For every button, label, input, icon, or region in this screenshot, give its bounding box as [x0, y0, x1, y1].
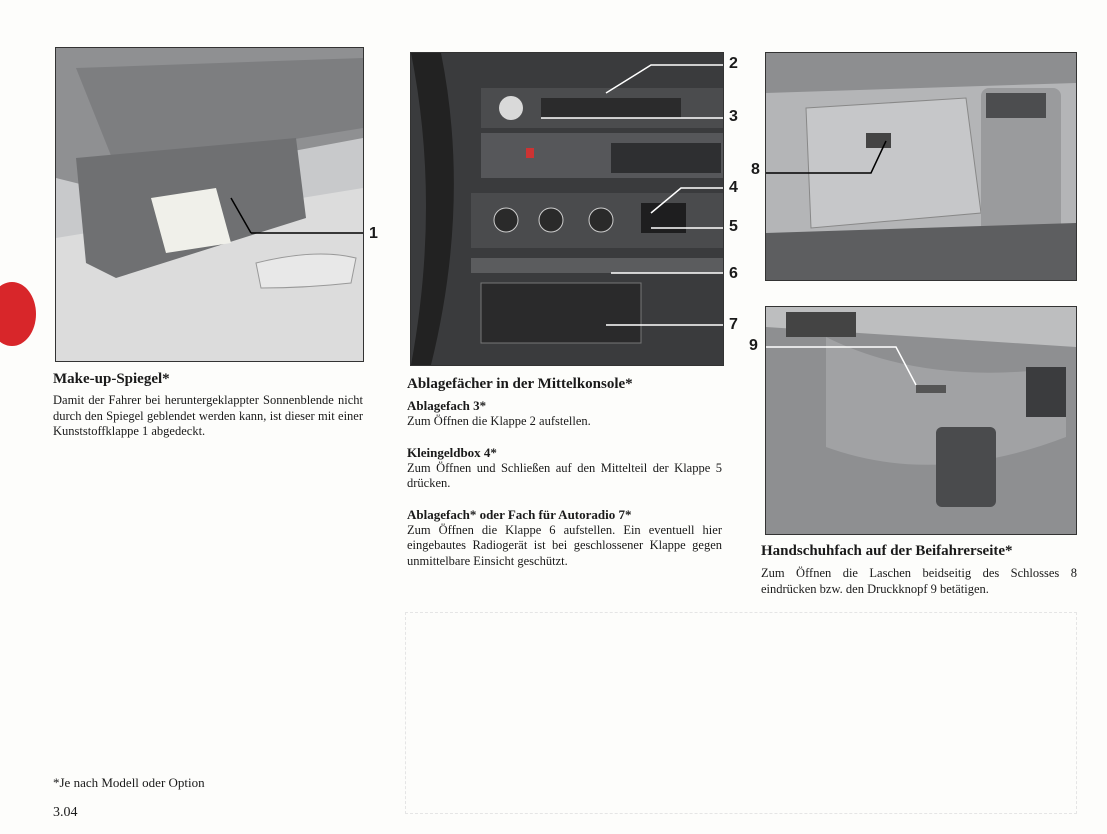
subsection-heading: Kleingeldbox 4* — [407, 444, 497, 460]
section-heading: Ablagefächer in der Mittelkonsole* — [407, 376, 633, 392]
show-through-area — [405, 612, 1077, 814]
callout-5: 5 — [729, 218, 738, 235]
sun-visor-photo — [55, 47, 364, 362]
footnote: *Je nach Modell oder Option — [53, 775, 205, 790]
make-up-mirror-section — [53, 370, 363, 440]
glove-box-button-photo — [765, 306, 1077, 535]
section-heading: Make-up-Spiegel* — [53, 371, 170, 387]
callout-9: 9 — [749, 337, 758, 354]
callout-7: 7 — [729, 316, 738, 333]
section-tab-marker — [0, 282, 36, 346]
callout-4: 4 — [729, 179, 738, 196]
section-body: Damit der Fahrer bei heruntergeklappter Sonnenblende nicht durch den Spiegel geblendet werden kann, ist dieser mit einer Kunststoffklappe 1 abgedeckt. — [53, 393, 363, 438]
center-console-section — [407, 375, 722, 569]
callout-2: 2 — [729, 55, 738, 72]
subsection-body: Zum Öffnen die Klappe 2 aufstellen. — [407, 414, 591, 428]
subsection-body: Zum Öffnen und Schließen auf den Mittelteil der Klappe 5 drücken. — [407, 460, 722, 490]
section-body: Zum Öffnen die Laschen beidseitig des Schlosses 8 eindrücken bzw. den Druckknopf 9 betätigen. — [761, 566, 1077, 596]
section-heading: Handschuhfach auf der Beifahrerseite* — [761, 543, 1013, 559]
subsection-body: Zum Öffnen die Klappe 6 aufstellen. Ein eventuell hier eingebautes Radiogerät ist bei geschlossener Klappe gegen unmittelbare Einsicht geschützt. — [407, 522, 722, 568]
glove-box-photo — [765, 52, 1077, 281]
callout-8: 8 — [751, 161, 760, 178]
subsection-heading: Ablagefach 3* — [407, 398, 487, 413]
page-number: 3.04 — [53, 805, 78, 820]
callout-3: 3 — [729, 108, 738, 125]
center-console-photo — [410, 52, 724, 366]
callout-6: 6 — [729, 265, 738, 282]
callout-1: 1 — [369, 225, 378, 242]
glove-box-section — [761, 542, 1077, 597]
subsection-heading: Ablagefach* oder Fach für Autoradio 7* — [407, 506, 632, 522]
